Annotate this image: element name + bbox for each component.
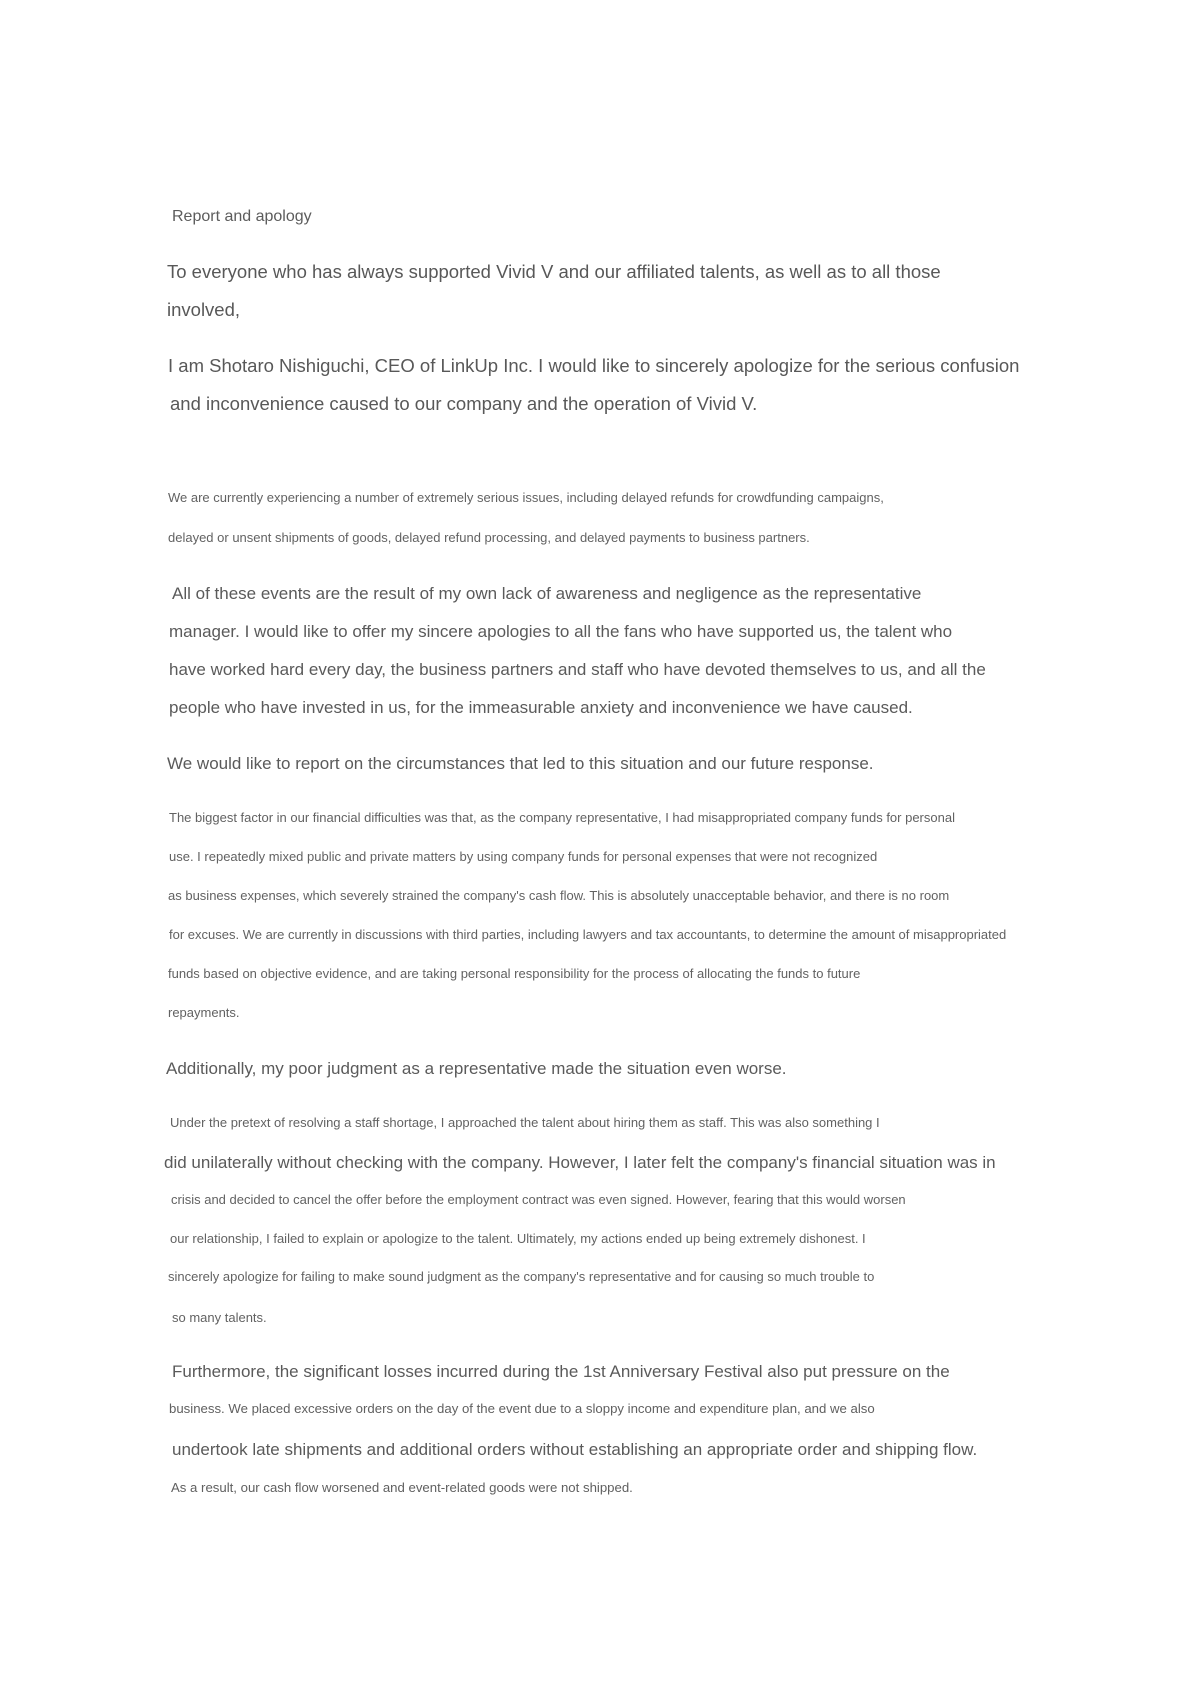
text-line: for excuses. We are currently in discussions with third parties, including lawyers and tax accountants, to determine the amount of misappropriated xyxy=(169,927,1007,942)
text-line: involved, xyxy=(167,299,241,320)
text-line: Additionally, my poor judgment as a representative made the situation even worse. xyxy=(166,1059,787,1078)
text-line: manager. I would like to offer my sincere apologies to all the fans who have supported us, the talent who xyxy=(169,622,953,641)
text-line: have worked hard every day, the business partners and staff who have devoted themselves to us, and all the xyxy=(169,660,986,679)
text-line: All of these events are the result of my own lack of awareness and negligence as the representative xyxy=(172,584,922,603)
text-line: To everyone who has always supported Vivid V and our affiliated talents, as well as to all those xyxy=(167,261,941,282)
text-line: repayments. xyxy=(168,1005,240,1020)
text-line: delayed or unsent shipments of goods, delayed refund processing, and delayed payments to business partners. xyxy=(168,530,810,545)
text-line: and inconvenience caused to our company and the operation of Vivid V. xyxy=(170,393,758,414)
text-line: undertook late shipments and additional orders without establishing an appropriate order and shipping flow. xyxy=(172,1440,978,1459)
text-line: so many talents. xyxy=(172,1310,267,1325)
text-line: The biggest factor in our financial difficulties was that, as the company representative, I had misappropriated company funds for personal xyxy=(169,810,955,825)
text-line: We would like to report on the circumstances that led to this situation and our future response. xyxy=(167,754,874,773)
text-line: use. I repeatedly mixed public and private matters by using company funds for personal expenses that were not recognized xyxy=(169,849,878,864)
text-line: I am Shotaro Nishiguchi, CEO of LinkUp Inc. I would like to sincerely apologize for the serious confusion xyxy=(168,355,1020,376)
text-line: did unilaterally without checking with the company. However, I later felt the company's financial situation was in xyxy=(164,1153,996,1172)
text-line: We are currently experiencing a number of extremely serious issues, including delayed refunds for crowdfunding campaigns, xyxy=(168,490,884,505)
text-line: Under the pretext of resolving a staff shortage, I approached the talent about hiring them as staff. This was also something I xyxy=(170,1115,880,1130)
text-line: as business expenses, which severely strained the company's cash flow. This is absolutely unacceptable behavior, and there is no room xyxy=(168,888,950,903)
text-line: funds based on objective evidence, and are taking personal responsibility for the process of allocating the funds to future xyxy=(168,966,861,981)
document-title: Report and apology xyxy=(172,208,312,225)
text-line: Furthermore, the significant losses incurred during the 1st Anniversary Festival also put pressure on the xyxy=(172,1362,950,1381)
text-line: crisis and decided to cancel the offer before the employment contract was even signed. However, fearing that this would worsen xyxy=(171,1192,906,1207)
text-line: business. We placed excessive orders on the day of the event due to a sloppy income and expenditure plan, and we also xyxy=(169,1401,875,1416)
text-line: sincerely apologize for failing to make sound judgment as the company's representative and for causing so much trouble to xyxy=(168,1269,875,1284)
text-line: people who have invested in us, for the immeasurable anxiety and inconvenience we have caused. xyxy=(169,698,913,717)
text-line: As a result, our cash flow worsened and event-related goods were not shipped. xyxy=(171,1480,633,1495)
text-line: our relationship, I failed to explain or apologize to the talent. Ultimately, my actions ended up being extremely dishonest. I xyxy=(170,1231,866,1246)
